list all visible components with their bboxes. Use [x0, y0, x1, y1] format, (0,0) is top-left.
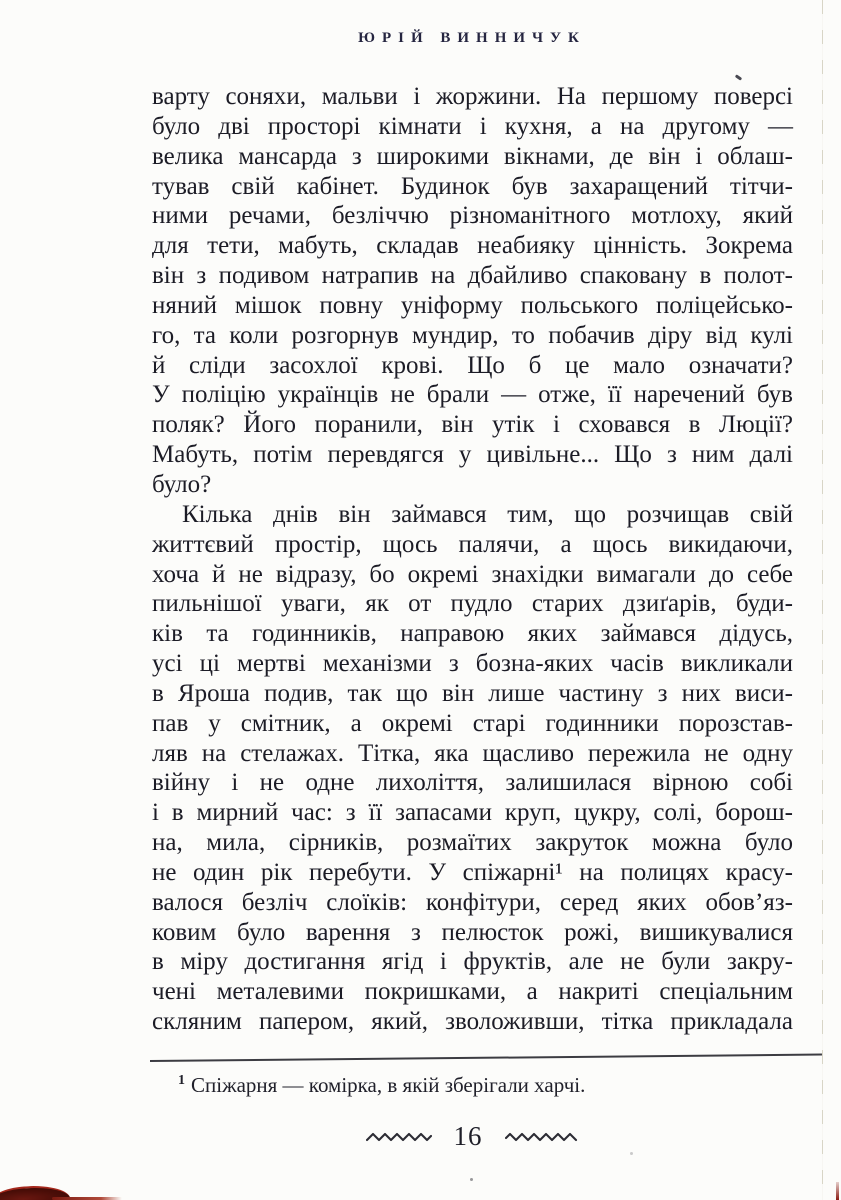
- text-line: У поліцію українців не брали — отже, її наречений був: [152, 381, 793, 409]
- text-line: і в мирний час: з її запасами круп, цукру, солі, борош-: [152, 799, 793, 827]
- text-line: велика мансарда з широкими вікнами, де він і облаш-: [152, 142, 793, 170]
- text-line: валося безліч слоїків: конфітури, серед яких обов’яз-: [152, 888, 793, 916]
- text-line: пильнішої уваги, як от пудло старих дзиґарів, буди-: [152, 590, 793, 618]
- text-line: поляк? Його поранили, він утік і сховався в Люції?: [152, 411, 793, 439]
- text-line: життєвий простір, щось палячи, а щось викидаючи,: [152, 530, 793, 558]
- text-line: усі ці мертві механізми з бозна-яких часів викликали: [152, 650, 793, 678]
- page-number: 16: [453, 1121, 483, 1151]
- text-line: було?: [152, 470, 212, 498]
- text-line: не один рік перебути. У спіжарні¹ на полицях красу-: [152, 858, 793, 886]
- text-line: було дві просторі кімнати і кухня, а на другому —: [152, 112, 793, 140]
- text-line: й сліди засохлої крові. Що б це мало означати?: [152, 351, 793, 379]
- text-line: в Яроша подив, так що він лише частину з них виси-: [152, 679, 793, 707]
- text-line: для тети, мабуть, складав неабияку цінність. Зокрема: [152, 232, 793, 260]
- text-line: скляним папером, який, зволоживши, тітка прикладала: [152, 1008, 793, 1036]
- scan-speck: [630, 1152, 633, 1155]
- text-line: ків та годинників, направою яких займався дідусь,: [152, 620, 793, 648]
- text-line: ними речами, безліччю різноманітного мотлоху, який: [152, 202, 793, 230]
- scan-speck: [735, 74, 742, 80]
- text-line: він з подивом натрапив на дбайливо спаковану в полот-: [152, 262, 793, 290]
- footnote-text: Спіжарня — комірка, в якій зберігали харчі.: [191, 1073, 586, 1097]
- page-crease: [822, 0, 823, 1200]
- text-line: го, та коли розгорнув мундир, то побачив діру від кулі: [152, 321, 793, 349]
- text-line: няний мішок повну уніформу польського поліцейсько-: [152, 291, 793, 319]
- text-line: тував свій кабінет. Будинок був захаращений тітчи-: [152, 172, 793, 200]
- page-footer: [152, 1121, 792, 1152]
- scan-speck: [470, 1178, 473, 1181]
- text-line: пав у смітник, а окремі старі годинники порозстав-: [152, 709, 793, 737]
- running-header: ЮРІЙ ВИННИЧУК: [358, 30, 586, 46]
- text-line: на, мила, сірників, розмаїтих закруток можна було: [152, 829, 793, 857]
- text-line: чені металевими покришками, а накриті спеціальним: [152, 978, 793, 1006]
- text-line: в міру достигання ягід і фруктів, але не були закру-: [152, 948, 793, 976]
- footnote: [152, 1068, 812, 1098]
- footnote-marker: 1: [178, 1073, 185, 1088]
- body-text: [152, 82, 793, 1037]
- text-line: Мабуть, потім перевдягся у цивільне... Що з ним далі: [152, 441, 793, 469]
- zigzag-left-ornament-icon: [366, 1130, 432, 1143]
- text-line: варту соняхи, мальви і жоржини. На першому поверсі: [152, 83, 793, 110]
- footnote-rule: [150, 1054, 822, 1062]
- page-edge-red-mark: [836, 1182, 839, 1200]
- text-line: ковим було варення з пелюсток рожі, вишикувалися: [152, 918, 793, 946]
- text-line: ляв на стелажах. Тітка, яка щасливо пережила не одну: [152, 739, 793, 767]
- text-line: хоча й не відразу, бо окремі знахідки вимагали до себе: [152, 560, 793, 588]
- text-line: війну і не одне лихоліття, залишилася вірною собі: [152, 769, 793, 797]
- zigzag-right-ornament-icon: [505, 1130, 579, 1143]
- text-line: Кілька днів він займався тим, що розчищав свій: [182, 500, 793, 528]
